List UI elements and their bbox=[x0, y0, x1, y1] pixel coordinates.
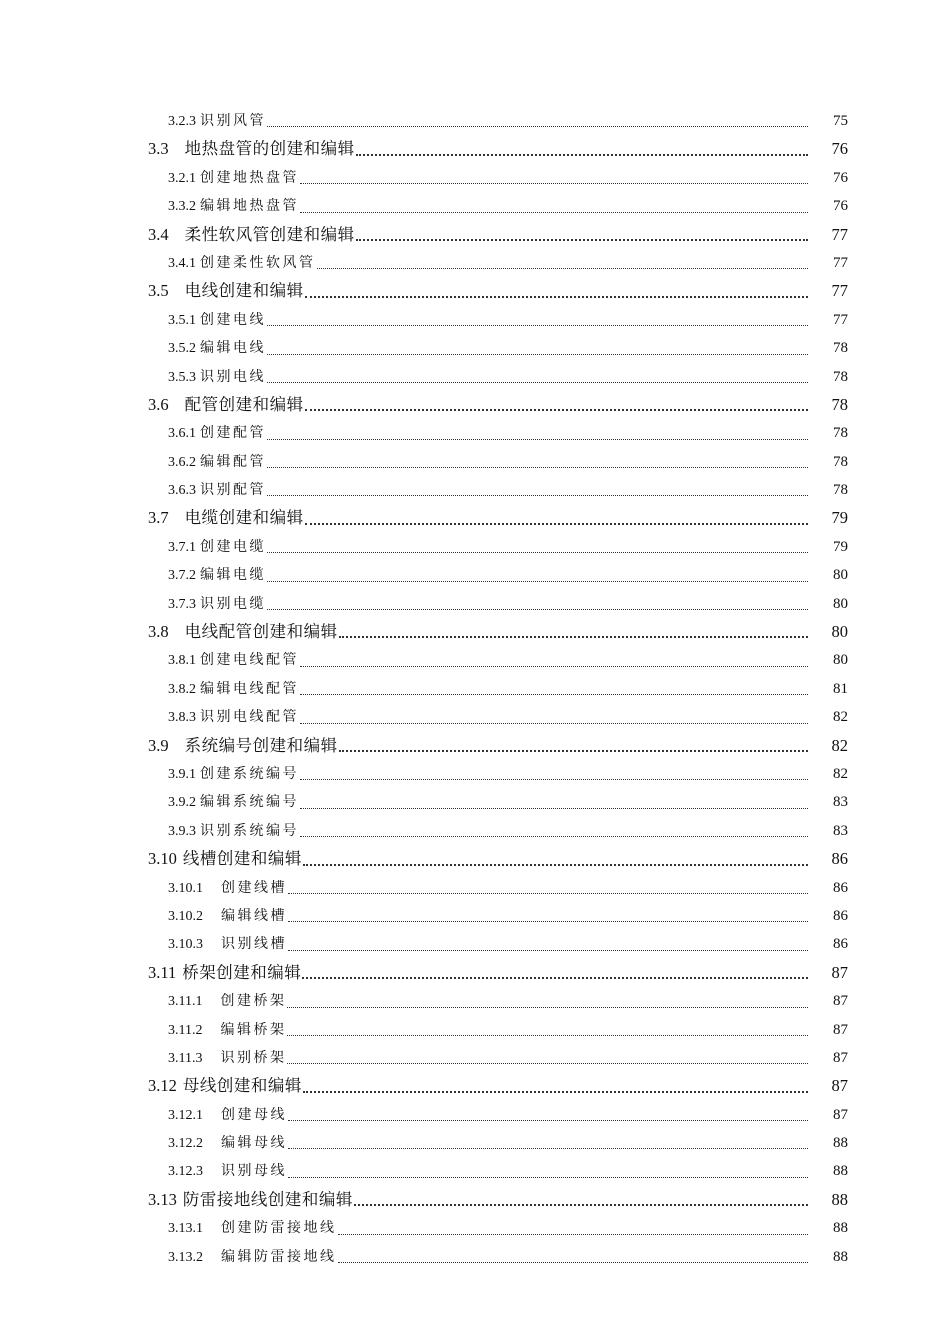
toc-entry-title: 创建柔性软风管 bbox=[200, 255, 316, 271]
toc-entry-page-number: 77 bbox=[833, 254, 848, 271]
toc-entry-page-number: 87 bbox=[831, 1076, 848, 1096]
toc-dot-leader bbox=[356, 153, 808, 156]
toc-entry-page-number: 78 bbox=[833, 482, 848, 499]
toc-section-entry[interactable] bbox=[148, 845, 848, 873]
toc-entry-page-number: 77 bbox=[831, 281, 848, 301]
toc-entry-page-number: 80 bbox=[833, 595, 848, 612]
toc-dot-leader bbox=[287, 1034, 808, 1036]
toc-entry-number: 3.12.3 bbox=[168, 1164, 203, 1180]
toc-dot-leader bbox=[288, 920, 808, 922]
toc-entry-title: 电线配管创建和编辑 bbox=[184, 622, 338, 642]
toc-dot-leader bbox=[288, 892, 808, 894]
toc-entry-page-number: 87 bbox=[833, 1049, 848, 1066]
toc-entry-page-number: 80 bbox=[833, 567, 848, 584]
toc-subsection-entry[interactable] bbox=[148, 760, 848, 788]
toc-dot-leader bbox=[300, 693, 808, 695]
toc-entry-title: 创建电线配管 bbox=[200, 653, 299, 669]
toc-entry-number: 3.4 bbox=[148, 224, 169, 244]
toc-subsection-entry[interactable] bbox=[148, 817, 848, 845]
toc-dot-leader bbox=[267, 608, 808, 610]
toc-entry-title: 创建线槽 bbox=[221, 880, 287, 896]
toc-subsection-entry[interactable] bbox=[148, 788, 848, 816]
toc-dot-leader bbox=[338, 1233, 809, 1235]
toc-entry-page-number: 83 bbox=[833, 822, 848, 839]
toc-dot-leader bbox=[300, 665, 808, 667]
toc-entry-number: 3.12 bbox=[148, 1076, 177, 1096]
toc-subsection-entry[interactable] bbox=[148, 192, 848, 220]
toc-entry-page-number: 82 bbox=[831, 735, 848, 755]
toc-dot-leader bbox=[288, 1119, 808, 1121]
toc-entry-title: 柔性软风管创建和编辑 bbox=[184, 224, 355, 244]
toc-dot-leader bbox=[354, 1203, 808, 1206]
toc-entry-page-number: 87 bbox=[833, 1021, 848, 1038]
toc-subsection-entry[interactable] bbox=[148, 363, 848, 391]
toc-dot-leader bbox=[300, 722, 808, 724]
toc-section-entry[interactable] bbox=[148, 504, 848, 532]
toc-entry-page-number: 86 bbox=[833, 907, 848, 924]
toc-entry-number: 3.11.1 bbox=[168, 994, 203, 1010]
toc-dot-leader bbox=[305, 522, 808, 525]
toc-subsection-entry[interactable] bbox=[148, 249, 848, 277]
table-of-contents bbox=[148, 107, 848, 1271]
toc-entry-page-number: 88 bbox=[833, 1248, 848, 1265]
toc-entry-number: 3.11.3 bbox=[168, 1050, 203, 1066]
toc-subsection-entry[interactable] bbox=[148, 533, 848, 561]
toc-entry-title: 编辑系统编号 bbox=[200, 795, 299, 811]
toc-subsection-entry[interactable] bbox=[148, 590, 848, 618]
toc-entry-page-number: 86 bbox=[833, 879, 848, 896]
toc-entry-title: 编辑电线 bbox=[200, 341, 266, 357]
toc-subsection-entry[interactable] bbox=[148, 561, 848, 589]
toc-entry-title: 编辑桥架 bbox=[220, 1022, 287, 1038]
toc-dot-leader bbox=[356, 238, 808, 241]
toc-entry-page-number: 81 bbox=[833, 680, 848, 697]
toc-entry-title: 编辑电缆 bbox=[200, 568, 266, 584]
toc-subsection-entry[interactable] bbox=[148, 448, 848, 476]
toc-section-entry[interactable] bbox=[148, 732, 848, 760]
toc-entry-page-number: 86 bbox=[831, 849, 848, 869]
toc-dot-leader bbox=[267, 580, 808, 582]
toc-section-entry[interactable] bbox=[148, 1186, 848, 1214]
toc-entry-number: 3.13 bbox=[148, 1189, 177, 1209]
toc-entry-title: 识别桥架 bbox=[220, 1050, 287, 1066]
toc-dot-leader bbox=[303, 1090, 808, 1093]
toc-subsection-entry[interactable] bbox=[148, 1243, 848, 1271]
toc-entry-number: 3.9.3 bbox=[168, 823, 196, 839]
toc-entry-title: 编辑电线配管 bbox=[200, 681, 299, 697]
toc-entry-number: 3.5.1 bbox=[168, 312, 196, 328]
toc-entry-page-number: 76 bbox=[833, 198, 848, 215]
toc-entry-number: 3.2.1 bbox=[168, 170, 196, 186]
toc-entry-title: 电线创建和编辑 bbox=[184, 281, 304, 301]
toc-subsection-entry[interactable] bbox=[148, 874, 848, 902]
toc-entry-title: 编辑地热盘管 bbox=[200, 199, 299, 215]
toc-subsection-entry[interactable] bbox=[148, 675, 848, 703]
toc-entry-page-number: 76 bbox=[833, 169, 848, 186]
toc-subsection-entry[interactable] bbox=[148, 930, 848, 958]
toc-entry-title: 创建防雷接地线 bbox=[221, 1221, 337, 1237]
toc-entry-page-number: 78 bbox=[833, 340, 848, 357]
toc-dot-leader bbox=[287, 1062, 808, 1064]
toc-subsection-entry[interactable] bbox=[148, 902, 848, 930]
toc-subsection-entry[interactable] bbox=[148, 306, 848, 334]
toc-section-entry[interactable] bbox=[148, 135, 848, 163]
toc-entry-number: 3.10.2 bbox=[168, 908, 203, 924]
toc-dot-leader bbox=[288, 1147, 808, 1149]
toc-entry-title: 线槽创建和编辑 bbox=[182, 849, 302, 869]
toc-entry-number: 3.7.1 bbox=[168, 539, 196, 555]
toc-dot-leader bbox=[267, 324, 808, 326]
toc-entry-title: 识别配管 bbox=[200, 483, 266, 499]
toc-entry-page-number: 77 bbox=[833, 311, 848, 328]
toc-entry-number: 3.6.3 bbox=[168, 483, 196, 499]
toc-dot-leader bbox=[287, 1006, 808, 1008]
toc-subsection-entry[interactable] bbox=[148, 164, 848, 192]
toc-dot-leader bbox=[288, 949, 808, 951]
toc-subsection-entry[interactable] bbox=[148, 476, 848, 504]
toc-entry-page-number: 82 bbox=[833, 709, 848, 726]
toc-dot-leader bbox=[267, 353, 808, 355]
toc-dot-leader bbox=[317, 267, 809, 269]
toc-subsection-entry[interactable] bbox=[148, 703, 848, 731]
toc-entry-page-number: 79 bbox=[833, 538, 848, 555]
toc-entry-number: 3.7 bbox=[148, 508, 169, 528]
toc-dot-leader bbox=[338, 1261, 809, 1263]
toc-section-entry[interactable] bbox=[148, 391, 848, 419]
toc-dot-leader bbox=[339, 635, 808, 638]
toc-entry-title: 编辑配管 bbox=[200, 454, 266, 470]
toc-entry-page-number: 82 bbox=[833, 765, 848, 782]
toc-entry-number: 3.9 bbox=[148, 735, 169, 755]
toc-entry-page-number: 80 bbox=[833, 652, 848, 669]
toc-dot-leader bbox=[300, 778, 808, 780]
toc-entry-number: 3.5.3 bbox=[168, 369, 196, 385]
toc-subsection-entry[interactable] bbox=[148, 1157, 848, 1185]
toc-entry-title: 编辑线槽 bbox=[221, 908, 287, 924]
toc-subsection-entry[interactable] bbox=[148, 1044, 848, 1072]
toc-dot-leader bbox=[303, 863, 808, 866]
toc-dot-leader bbox=[267, 381, 808, 383]
toc-dot-leader bbox=[267, 125, 808, 127]
toc-entry-number: 3.2.3 bbox=[168, 114, 196, 129]
toc-entry-title: 编辑防雷接地线 bbox=[221, 1249, 337, 1265]
toc-entry-number: 3.9.2 bbox=[168, 795, 196, 811]
toc-entry-number: 3.5 bbox=[148, 281, 169, 301]
toc-entry-page-number: 88 bbox=[831, 1189, 848, 1209]
toc-dot-leader bbox=[305, 295, 808, 298]
toc-entry-number: 3.6.1 bbox=[168, 426, 196, 442]
toc-entry-page-number: 78 bbox=[833, 425, 848, 442]
toc-dot-leader bbox=[288, 1176, 808, 1178]
toc-entry-title: 创建配管 bbox=[200, 426, 266, 442]
toc-dot-leader bbox=[302, 976, 808, 979]
toc-dot-leader bbox=[339, 749, 808, 752]
toc-entry-number: 3.8.2 bbox=[168, 681, 196, 697]
toc-subsection-entry[interactable] bbox=[148, 334, 848, 362]
toc-entry-number: 3.10 bbox=[148, 849, 177, 869]
toc-entry-number: 3.6.2 bbox=[168, 454, 196, 470]
toc-dot-leader bbox=[267, 466, 808, 468]
toc-dot-leader bbox=[300, 211, 808, 213]
toc-entry-number: 3.13.2 bbox=[168, 1249, 203, 1265]
toc-dot-leader bbox=[300, 182, 808, 184]
toc-subsection-entry[interactable] bbox=[148, 1129, 848, 1157]
toc-entry-page-number: 86 bbox=[833, 936, 848, 953]
toc-entry-page-number: 75 bbox=[833, 113, 848, 129]
toc-dot-leader bbox=[300, 835, 808, 837]
toc-subsection-entry[interactable] bbox=[148, 646, 848, 674]
toc-entry-page-number: 77 bbox=[831, 224, 848, 244]
toc-entry-title: 创建桥架 bbox=[220, 994, 287, 1010]
toc-entry-title: 识别系统编号 bbox=[200, 823, 299, 839]
toc-entry-title: 创建地热盘管 bbox=[200, 170, 299, 186]
toc-entry-title: 地热盘管的创建和编辑 bbox=[184, 139, 355, 159]
toc-entry-title: 电缆创建和编辑 bbox=[184, 508, 304, 528]
toc-entry-title: 识别电线 bbox=[200, 369, 266, 385]
toc-subsection-entry[interactable] bbox=[148, 419, 848, 447]
toc-subsection-entry[interactable] bbox=[148, 987, 848, 1015]
toc-entry-title: 防雷接地线创建和编辑 bbox=[182, 1189, 353, 1209]
toc-entry-title: 识别电缆 bbox=[200, 596, 266, 612]
toc-dot-leader bbox=[300, 807, 808, 809]
toc-entry-number: 3.3.2 bbox=[168, 199, 196, 215]
toc-subsection-entry[interactable] bbox=[148, 107, 848, 135]
toc-entry-title: 母线创建和编辑 bbox=[182, 1076, 302, 1096]
toc-entry-page-number: 88 bbox=[833, 1220, 848, 1237]
toc-section-entry[interactable] bbox=[148, 277, 848, 305]
toc-entry-number: 3.10.3 bbox=[168, 937, 203, 953]
toc-entry-page-number: 83 bbox=[833, 794, 848, 811]
toc-section-entry[interactable] bbox=[148, 1072, 848, 1100]
toc-entry-number: 3.8.1 bbox=[168, 653, 196, 669]
toc-entry-page-number: 87 bbox=[833, 1106, 848, 1123]
toc-dot-leader bbox=[305, 408, 808, 411]
toc-section-entry[interactable] bbox=[148, 618, 848, 646]
toc-entry-page-number: 87 bbox=[833, 993, 848, 1010]
toc-entry-number: 3.10.1 bbox=[168, 880, 203, 896]
toc-entry-title: 系统编号创建和编辑 bbox=[184, 735, 338, 755]
toc-entry-number: 3.11.2 bbox=[168, 1022, 203, 1038]
toc-entry-title: 识别线槽 bbox=[221, 937, 287, 953]
toc-entry-number: 3.3 bbox=[148, 139, 169, 159]
toc-entry-number: 3.7.2 bbox=[168, 568, 196, 584]
toc-entry-page-number: 78 bbox=[833, 368, 848, 385]
toc-entry-page-number: 76 bbox=[831, 139, 848, 159]
toc-entry-number: 3.8.3 bbox=[168, 710, 196, 726]
toc-entry-title: 创建系统编号 bbox=[200, 766, 299, 782]
toc-entry-number: 3.7.3 bbox=[168, 596, 196, 612]
toc-entry-title: 创建电线 bbox=[200, 312, 266, 328]
toc-entry-number: 3.9.1 bbox=[168, 766, 196, 782]
toc-entry-title: 识别母线 bbox=[221, 1164, 287, 1180]
toc-entry-title: 配管创建和编辑 bbox=[184, 394, 304, 414]
toc-subsection-entry[interactable] bbox=[148, 1214, 848, 1242]
toc-entry-page-number: 80 bbox=[831, 622, 848, 642]
toc-entry-number: 3.6 bbox=[148, 394, 169, 414]
toc-entry-title: 编辑母线 bbox=[221, 1136, 287, 1152]
toc-entry-title: 创建母线 bbox=[221, 1107, 287, 1123]
toc-entry-page-number: 78 bbox=[831, 394, 848, 414]
toc-entry-number: 3.4.1 bbox=[168, 255, 196, 271]
toc-entry-number: 3.13.1 bbox=[168, 1221, 203, 1237]
toc-entry-title: 桥架创建和编辑 bbox=[182, 962, 302, 982]
toc-section-entry[interactable] bbox=[148, 221, 848, 249]
toc-dot-leader bbox=[267, 494, 808, 496]
toc-dot-leader bbox=[267, 551, 808, 553]
toc-section-entry[interactable] bbox=[148, 959, 848, 987]
toc-entry-page-number: 87 bbox=[831, 962, 848, 982]
toc-entry-number: 3.5.2 bbox=[168, 341, 196, 357]
toc-entry-number: 3.12.2 bbox=[168, 1136, 203, 1152]
toc-subsection-entry[interactable] bbox=[148, 1016, 848, 1044]
toc-entry-number: 3.8 bbox=[148, 622, 169, 642]
toc-dot-leader bbox=[267, 438, 808, 440]
toc-entry-page-number: 78 bbox=[833, 453, 848, 470]
toc-entry-number: 3.12.1 bbox=[168, 1107, 203, 1123]
toc-entry-page-number: 79 bbox=[831, 508, 848, 528]
toc-entry-page-number: 88 bbox=[833, 1135, 848, 1152]
toc-entry-title: 创建电缆 bbox=[200, 539, 266, 555]
toc-entry-title: 识别风管 bbox=[200, 114, 266, 129]
toc-entry-title: 识别电线配管 bbox=[200, 710, 299, 726]
toc-subsection-entry[interactable] bbox=[148, 1101, 848, 1129]
toc-entry-number: 3.11 bbox=[148, 962, 177, 982]
toc-entry-page-number: 88 bbox=[833, 1163, 848, 1180]
